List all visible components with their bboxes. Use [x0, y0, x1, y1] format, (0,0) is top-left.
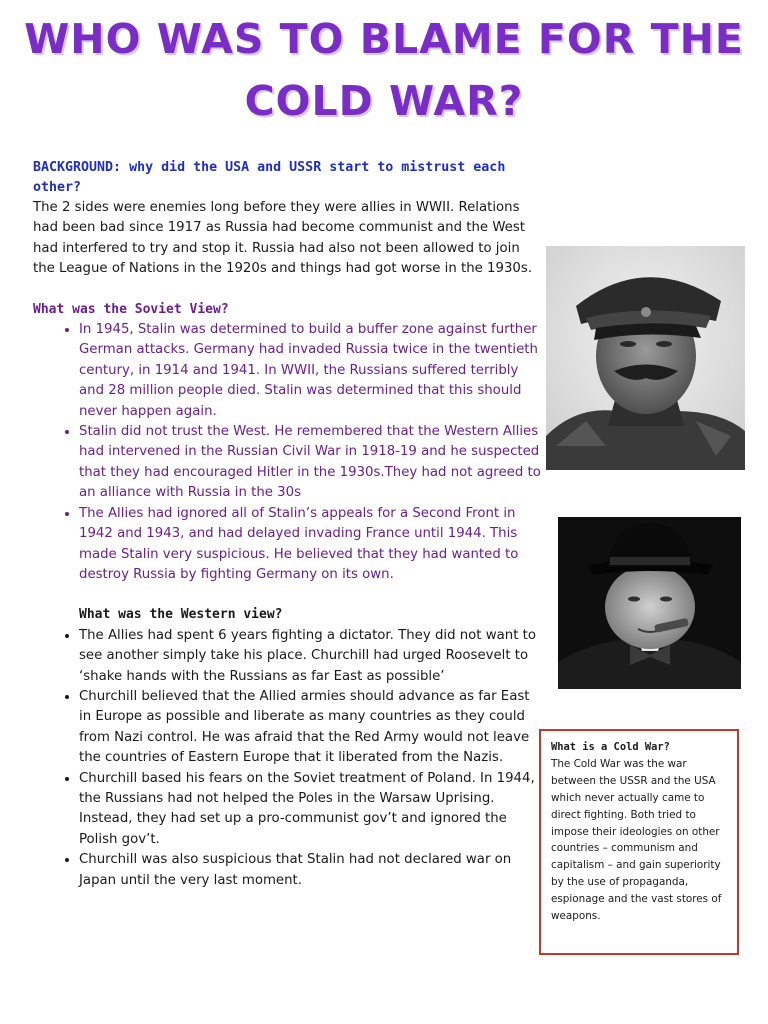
background-text: The 2 sides were enemies long before they were allies in WWII. Relations had been bad since 1917 as Russia had become communist and the West had interfered to try and stop it. Russia had also not been allowed to join the League of Nations in the 1920s and things had got worse in the 1930s.	[33, 200, 533, 277]
title-line-1: WHO WAS TO BLAME FOR THE	[24, 15, 744, 63]
list-item: • The Allies had ignored all of Stalin’s appeals for a Second Front in 1942 and 1943, and had delayed invading France until 1944. This made Stalin very suspicious. He believed that they had wanted to destroy Russia by fighting Germany on its own.	[79, 504, 543, 586]
stalin-photo	[546, 246, 745, 470]
list-item: • Stalin did not trust the West. He remembered that the Western Allies had intervened in the Russian Civil War in 1918-19 and he suspected that they had encouraged Hitler in the 1930s.They had not agreed to an alliance with Russia in the 30s	[79, 422, 543, 504]
western-view-list	[33, 626, 543, 891]
list-item: • Churchill believed that the Allied armies should advance as far East in Europe as possible and liberate as many countries as they could from Nazi control. He was afraid that the Red Army would not leave the countries of Eastern Europe that it liberated from the Nazis.	[79, 687, 543, 769]
soviet-view-heading: What was the Soviet View?	[33, 301, 229, 317]
main-content	[33, 158, 543, 891]
list-item: • The Allies had spent 6 years fighting a dictator. They did not want to see another simply take his place. Churchill had urged Roosevelt to ‘shake hands with the Russians as far East as possible’	[79, 626, 543, 687]
box-text: The Cold War was the war between the USSR and the USA which never actually came to direct fighting. Both tried to impose their ideologies on other countries – communism and capitalism – and gain superiority by the use of propaganda, espionage and the vast stores of weapons.	[551, 757, 722, 923]
list-item: • Churchill was also suspicious that Stalin had not declared war on Japan until the very last moment.	[79, 850, 543, 891]
list-item: • Churchill based his fears on the Soviet treatment of Poland. In 1944, the Russians had not helped the Poles in the Warsaw Uprising. Instead, they had set up a pro-communist gov’t and ignored the Polish gov’t.	[79, 769, 543, 851]
page-title	[0, 8, 768, 132]
title-line-2: COLD WAR?	[244, 77, 524, 125]
churchill-photo	[558, 517, 741, 689]
cold-war-definition-box	[539, 729, 739, 955]
soviet-view-list	[33, 320, 543, 585]
background-heading: BACKGROUND: why did the USA and USSR start to mistrust each other?	[33, 160, 506, 195]
box-heading: What is a Cold War?	[551, 741, 670, 753]
list-item: • In 1945, Stalin was determined to build a buffer zone against further German attacks. Germany had invaded Russia twice in the twentieth century, in 1914 and 1941. In WWII, the Russians suffered terribly and 28 million people died. Stalin was determined that this should never happen again.	[79, 320, 543, 422]
western-view-heading: What was the Western view?	[79, 607, 283, 623]
